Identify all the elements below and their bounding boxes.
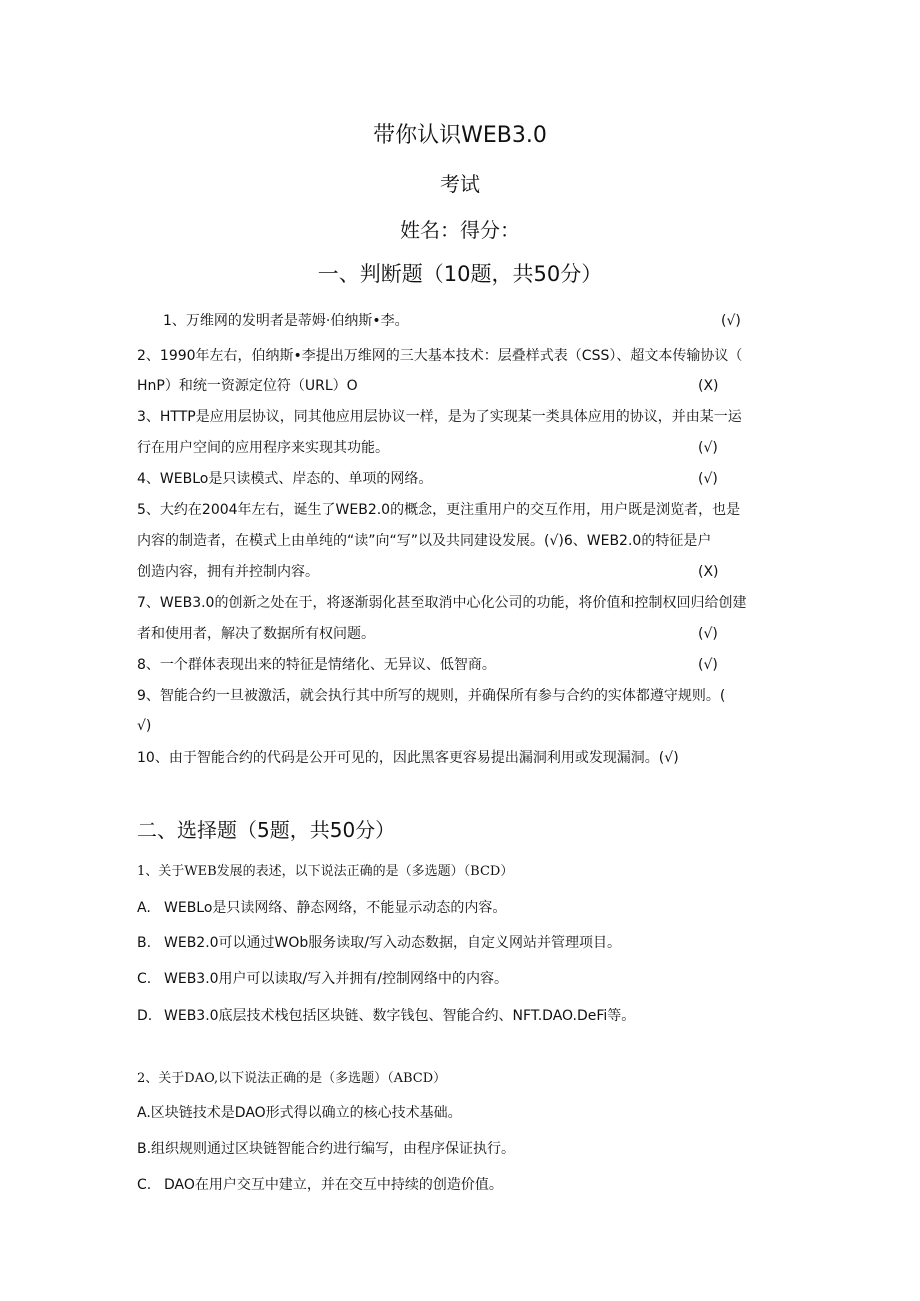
- tf-question-3-line-1: 3、HTTP是应用层协议，同其他应用层协议一样，是为了实现某一类具体应用的协议，并由某一运: [137, 409, 742, 425]
- tf-question-2-line-1: 2、1990年左右，伯纳斯•李提出万维网的三大基本技术：层叠样式表（CSS）、超文本传输协议（: [137, 348, 743, 364]
- option-text: WEB3.0底层技术栈包括区块链、数字钱包、智能合约、NFT.DAO.DeFi等。: [164, 1008, 636, 1024]
- tf-question-1: 1、万维网的发明者是蒂姆·伯纳斯•李。: [163, 313, 409, 329]
- tf-question-2-line-2: HnP）和统一资源定位符（URL）O: [137, 378, 358, 394]
- section-multiple-choice-heading: 二、选择题（5题，共50分）: [137, 818, 396, 842]
- option-key: B.: [137, 935, 152, 951]
- tf-question-9-line-2: √): [137, 718, 152, 734]
- option-key: C.: [137, 971, 152, 987]
- tf-question-4: 4、WEBLo是只读模式、岸态的、单项的网络。: [137, 471, 433, 487]
- mc-question-2-heading: 2、关于DAO,以下说法正确的是（多选题）（ABCD）: [137, 1071, 447, 1086]
- tf-question-7-line-1: 7、WEB3.0的创新之处在于，将逐渐弱化甚至取消中心化公司的功能，将价值和控制权回归给创建: [137, 595, 747, 611]
- mc-question-2-option-b: B.组织规则通过区块链智能合约进行编写，由程序保证执行。: [137, 1141, 516, 1157]
- tf-answer-6: (X): [698, 564, 719, 580]
- option-key: C.: [137, 1177, 152, 1193]
- tf-question-10: 10、由于智能合约的代码是公开可见的，因此黑客更容易提出漏洞利用或发现漏洞。(√): [137, 750, 679, 766]
- tf-question-8: 8、一个群体表现出来的特征是情绪化、无异议、低智商。: [137, 657, 496, 673]
- tf-question-9-line-1: 9、智能合约一旦被激活，就会执行其中所写的规则，并确保所有参与合约的实体都遵守规则。(: [137, 688, 726, 704]
- option-text: WEBLo是只读网络、静态网络，不能显示动态的内容。: [164, 900, 507, 916]
- option-text: WEB3.0用户可以读取/写入并拥有/控制网络中的内容。: [164, 971, 508, 987]
- tf-answer-1: (√): [721, 313, 741, 329]
- tf-question-5-line-1: 5、大约在2004年左右，诞生了WEB2.0的概念，更注重用户的交互作用，用户既是浏览者，也是: [137, 502, 741, 518]
- tf-answer-7: (√): [698, 626, 718, 642]
- tf-question-3-line-2: 行在用户空间的应用程序来实现其功能。: [137, 440, 389, 456]
- mc-question-2-option-c: [137, 1175, 503, 1195]
- option-key: D.: [137, 1008, 153, 1024]
- mc-question-1-option-b: [137, 933, 621, 953]
- tf-question-6: 创造内容，拥有并控制内容。: [137, 564, 319, 580]
- exam-title: 带你认识WEB3.0: [373, 123, 547, 148]
- option-text: DAO在用户交互中建立，并在交互中持续的创造价值。: [164, 1177, 503, 1193]
- name-score-line: 姓名：得分：: [400, 218, 520, 242]
- tf-question-5-line-2: 内容的制造者，在模式上由单纯的“读”向“写”以及共同建设发展。(√)6、WEB2.0的特征是户: [137, 533, 712, 549]
- tf-answer-2: (X): [698, 378, 719, 394]
- section-true-false-heading: 一、判断题（10题，共50分）: [317, 262, 603, 286]
- tf-answer-4: (√): [698, 471, 718, 487]
- mc-question-1-heading: 1、关于WEB发展的表述，以下说法正确的是（多选题）（BCD）: [137, 864, 514, 879]
- mc-question-1-option-a: [137, 898, 506, 918]
- option-key: A.: [137, 900, 151, 916]
- mc-question-2-option-a: A.区块链技术是DAO形式得以确立的核心技术基础。: [137, 1105, 462, 1121]
- mc-question-1-option-c: [137, 969, 508, 989]
- tf-answer-8: (√): [698, 657, 718, 673]
- tf-question-7-line-2: 者和使用者，解决了数据所有权问题。: [137, 626, 375, 642]
- tf-answer-3: (√): [698, 440, 718, 456]
- mc-question-1-option-d: [137, 1006, 635, 1026]
- option-text: WEB2.0可以通过WOb服务读取/写入动态数据，自定义网站并管理项目。: [164, 935, 622, 951]
- exam-subtitle: 考试: [440, 172, 480, 196]
